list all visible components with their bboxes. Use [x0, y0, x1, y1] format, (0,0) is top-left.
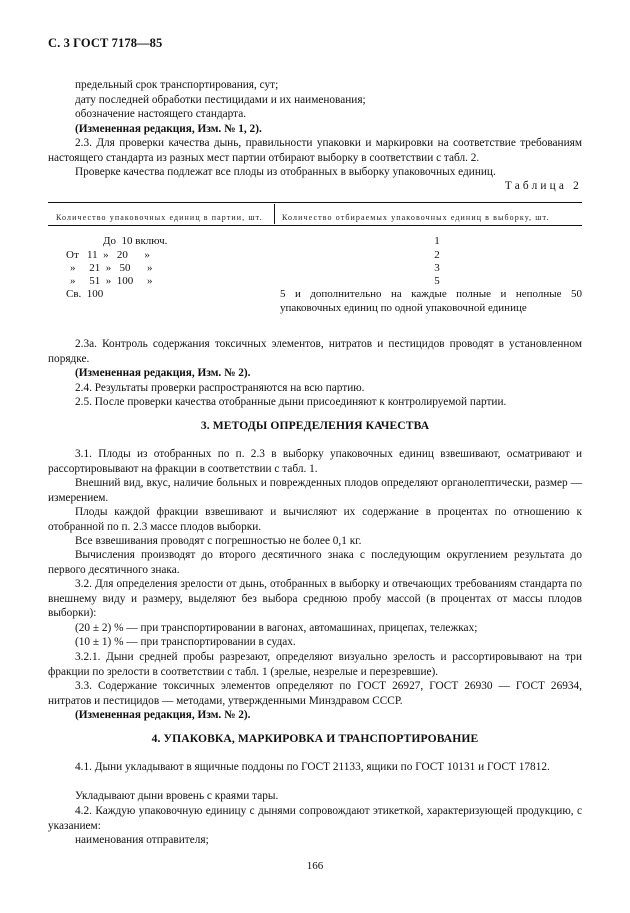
- paragraph-2-4: 2.4. Результаты проверки распространяются на всю партию.: [75, 382, 365, 394]
- paragraph-4-1: 4.1. Дыни укладывают в ящичные поддоны по ГОСТ 21133, ящики по ГОСТ 10131 и ГОСТ 17812.: [75, 761, 550, 773]
- intro-line-1: предельный срок транспортирования, сут;: [75, 79, 279, 91]
- paragraph-2-3-b: Проверке качества подлежат все плоды из отобранных в выборку упаковочных единиц.: [75, 166, 496, 178]
- paragraph-3-3: 3.3. Содержание токсичных элементов определяют по ГОСТ 26927, ГОСТ 26930 — ГОСТ 26934, нитратов и пестицидов — методами, утвержденными Минздравом СССР.: [48, 680, 582, 707]
- paragraph-2-3a: 2.3а. Контроль содержания токсичных элементов, нитратов и пестицидов проводят в установленном порядке.: [48, 338, 582, 365]
- intro-line-2: дату последней обработки пестицидами и их наименования;: [75, 94, 366, 106]
- table-row-right: 1: [434, 235, 440, 247]
- revision-note: (Измененная редакция, Изм. № 1, 2).: [75, 123, 262, 135]
- paragraph-3-2: 3.2. Для определения зрелости от дынь, отобранных в выборку и отвечающих требованиям стандарта по внешнему виду и размеру, выделяют без выбора среднюю пробу массой (в процентах от массы плодов выборки):: [48, 578, 582, 620]
- paragraph-4-2: 4.2. Каждую упаковочную единицу с дынями сопровождают этикеткой, характеризующей продукцию, с указанием:: [48, 805, 582, 832]
- section-3-title: 3. МЕТОДЫ ОПРЕДЕЛЕНИЯ КАЧЕСТВА: [200, 419, 430, 432]
- table-row-left: Св. 100: [66, 288, 104, 300]
- table-row-right: 5 и дополнительно на каждые полные и неполные 50 упаковочных единиц по одной упаковочной единице: [280, 288, 582, 314]
- paragraph-2-5: 2.5. После проверки качества отобранные дыни присоединяют к контролируемой партии.: [75, 396, 507, 408]
- paragraph-3-1-c: Плоды каждой фракции взвешивают и вычисляют их содержание в процентах по отношению к отобранной по п. 2.3 массе плодов выборки.: [48, 506, 582, 533]
- page-number: 166: [306, 860, 324, 872]
- table-row-left: От 11 » 20 »: [66, 249, 150, 261]
- paragraph-3-1: 3.1. Плоды из отобранных по п. 2.3 в выборку упаковочных единиц взвешивают, осматривают и рассортировывают на фракции в соответствии с табл. 1.: [48, 448, 582, 475]
- intro-line-3: обозначение настоящего стандарта.: [75, 108, 247, 120]
- paragraph-3-1-e: Вычисления производят до второго десятичного знака с последующим округлением результата до первого десятичного знака.: [48, 549, 582, 576]
- table-header-col-2: Количество отбираемых упаковочных единиц в выборку, шт.: [282, 213, 550, 222]
- paragraph-3-2-a: (20 ± 2) % — при транспортировании в вагонах, автомашинах, прицепах, тележках;: [75, 622, 478, 634]
- table-header-col-1: Количество упаковочных единиц в партии, шт.: [56, 213, 263, 222]
- paragraph-3-1-d: Все взвешивания проводят с погрешностью не более 0,1 кг.: [75, 535, 362, 547]
- paragraph-3-2-b: (10 ± 1) % — при транспортировании в судах.: [75, 636, 296, 648]
- paragraph-4-2-a: наименования отправителя;: [75, 834, 209, 846]
- table-header-rule: [48, 225, 582, 226]
- table-row-left: До 10 включ.: [103, 235, 168, 247]
- table-caption: Таблица 2: [504, 180, 582, 192]
- table-top-rule: [48, 202, 582, 203]
- paragraph-3-2-1: 3.2.1. Дыни средней пробы разрезают, определяют визуально зрелость и рассортировывают на три фракции по зрелости в соответствии с табл. 1 (зрелые, незрелые и перезревшие).: [48, 651, 582, 678]
- table-header-divider: [274, 204, 275, 224]
- table-row-left: » 51 » 100 »: [70, 275, 153, 287]
- revision-note: (Измененная редакция, Изм. № 2).: [75, 367, 251, 379]
- paragraph-4-1-b: Укладывают дыни вровень с краями тары.: [75, 790, 279, 802]
- paragraph-2-3: 2.3. Для проверки качества дынь, правильности упаковки и маркировки на соответствие требованиям настоящего стандарта из разных мест партии отбирают выборку в соответствии с табл. 2.: [48, 137, 582, 164]
- table-row-left: » 21 » 50 »: [70, 262, 153, 274]
- section-4-title: 4. УПАКОВКА, МАРКИРОВКА И ТРАНСПОРТИРОВАНИЕ: [151, 732, 479, 745]
- page-header: С. 3 ГОСТ 7178—85: [48, 36, 163, 50]
- table-row-right: 2: [434, 249, 440, 261]
- paragraph-3-1-b: Внешний вид, вкус, наличие больных и поврежденных плодов определяют органолептически, размер — измерением.: [48, 477, 582, 504]
- table-row-right: 5: [434, 275, 440, 287]
- revision-note: (Измененная редакция, Изм. № 2).: [75, 709, 251, 721]
- table-row-right: 3: [434, 262, 440, 274]
